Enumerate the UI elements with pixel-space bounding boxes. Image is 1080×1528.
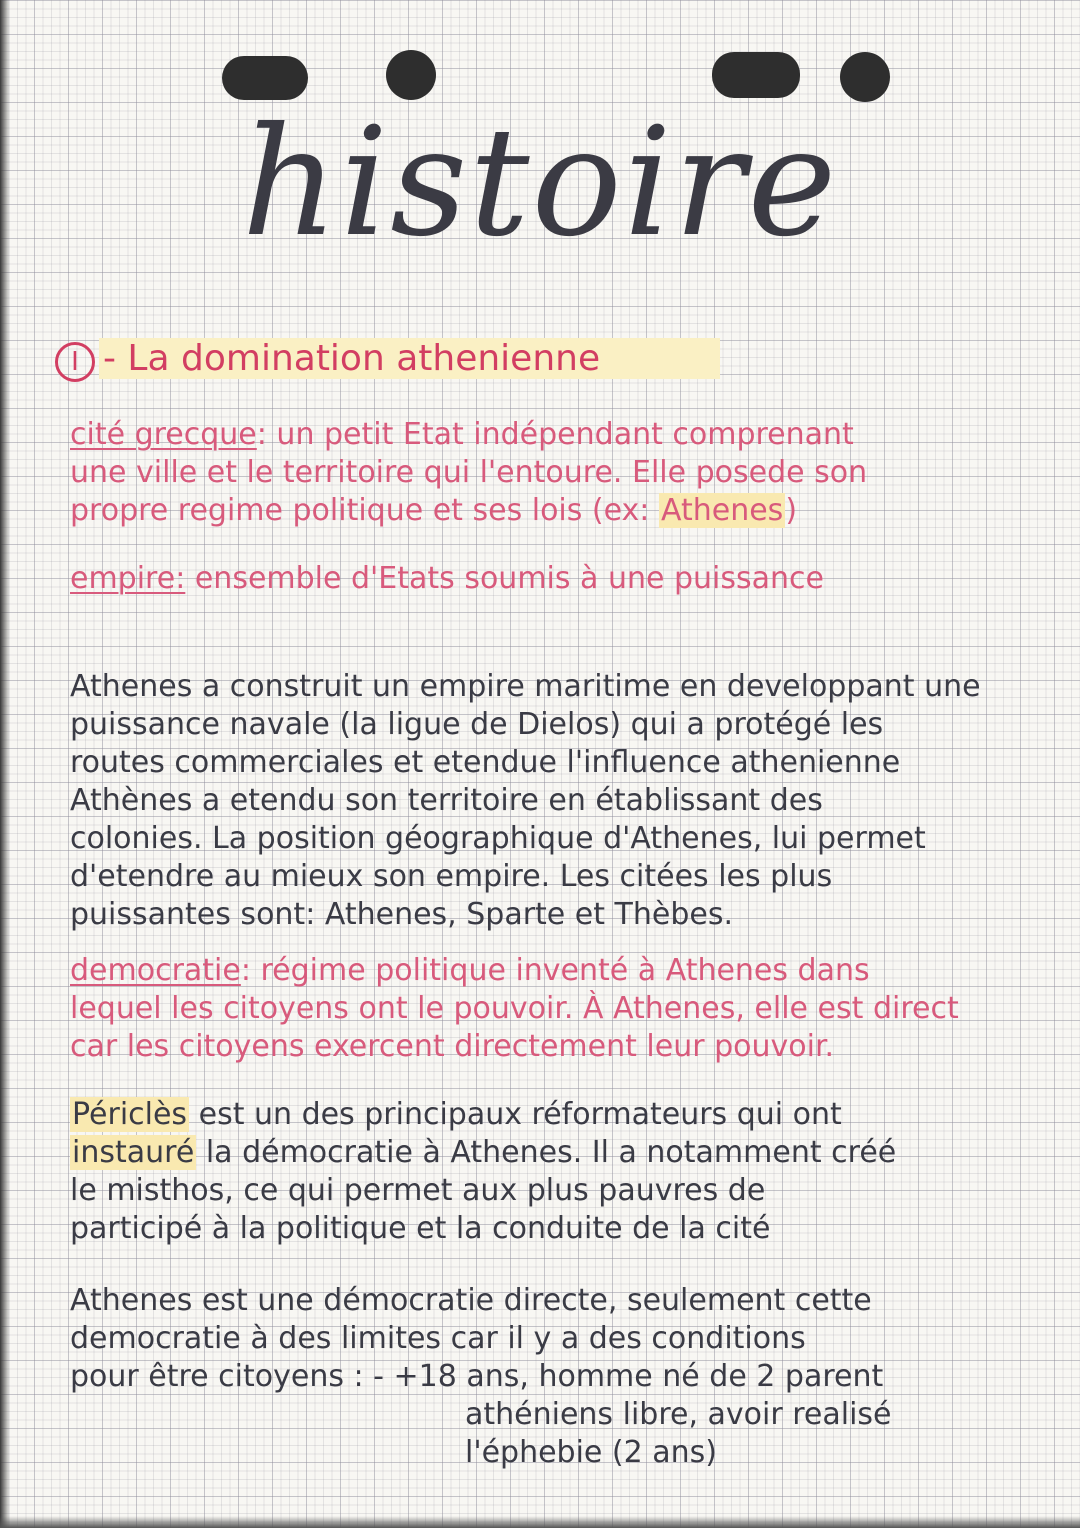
paragraph-line: pour être citoyens : - +18 ans, homme né de 2 parent [70, 1359, 884, 1394]
highlighted-word: Athenes [660, 493, 784, 528]
paragraph-line: Athènes a etendu son territoire en établissant des [70, 783, 823, 818]
paragraph-line: l'éphebie (2 ans) [465, 1435, 717, 1470]
paragraph-line: participé à la politique et la conduite de la cité [70, 1211, 771, 1246]
paragraph-line: puissantes sont: Athenes, Sparte et Thèbes. [70, 897, 734, 932]
section-heading-label: - La domination athenienne [99, 338, 720, 379]
section-heading [55, 336, 720, 382]
section-number: I [55, 342, 95, 382]
paragraph-line: d'etendre au mieux son empire. Les citées les plus [70, 859, 833, 894]
definition-term: empire: [70, 561, 186, 596]
definition-text: ensemble d'Etats soumis à une puissance [185, 561, 824, 596]
paragraph-line: le misthos, ce qui permet aux plus pauvres de [70, 1173, 766, 1208]
definition-text: propre regime politique et ses lois (ex: [70, 493, 659, 528]
definition-text: lequel les citoyens ont le pouvoir. À Athenes, elle est direct [70, 991, 959, 1026]
definition-text: : un petit Etat indépendant comprenant [256, 417, 854, 452]
definition-text: ) [785, 493, 798, 528]
definition-text: une ville et le territoire qui l'entoure. Elle posede son [70, 455, 868, 490]
paragraph-line: colonies. La position géographique d'Athenes, lui permet [70, 821, 926, 856]
definition-democratie [70, 952, 1060, 1066]
definition-term: democratie [70, 953, 241, 988]
paragraph-conclusion [70, 1282, 1060, 1472]
paragraph-line: routes commerciales et etendue l'influence athenienne [70, 745, 901, 780]
paragraph-line: Athenes est une démocratie directe, seulement cette [70, 1283, 872, 1318]
paragraph-line: la démocratie à Athenes. Il a notamment créé [196, 1135, 897, 1170]
page-title: histoire [241, 96, 839, 270]
definition-text: : régime politique inventé à Athenes dans [240, 953, 870, 988]
page-bottom-edge [0, 1516, 1080, 1528]
paragraph-pericles [70, 1096, 1060, 1248]
definition-text: car les citoyens exercent directement leur pouvoir. [70, 1029, 835, 1064]
highlighted-word: instauré [72, 1135, 195, 1170]
definition-empire [70, 560, 1060, 598]
definition-cite [70, 416, 1060, 530]
paragraph-line: est un des principaux réformateurs qui ont [189, 1097, 842, 1132]
highlighted-word: Périclès [72, 1097, 188, 1132]
paragraph-line: puissance navale (la ligue de Dielos) qui a protégé les [70, 707, 884, 742]
paragraph-line: democratie à des limites car il y a des conditions [70, 1321, 806, 1356]
paragraph-line: athéniens libre, avoir realisé [465, 1397, 892, 1432]
paragraph-empire [70, 668, 1060, 934]
paragraph-line: Athenes a construit un empire maritime en developpant une [70, 669, 981, 704]
definition-term: cité grecque [70, 417, 257, 452]
